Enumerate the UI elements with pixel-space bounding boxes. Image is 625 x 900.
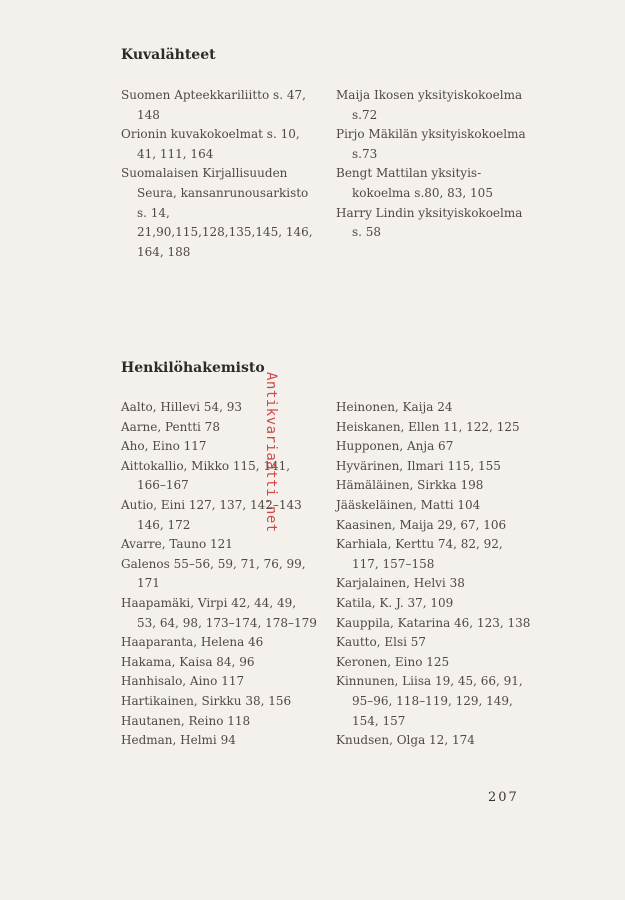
index-entry: Aittokallio, Mikko 115, 141, 166–167: [121, 458, 291, 493]
index-entry: Kaasinen, Maija 29, 67, 106: [336, 517, 507, 532]
index-entry: Karhiala, Kerttu 74, 82, 92, 117, 157–158: [336, 537, 503, 571]
index-entry: Hupponen, Anja 67: [336, 439, 454, 454]
index-entry: Hanhisalo, Aino 117: [121, 674, 245, 689]
index-entry: Hedman, Helmi 94: [121, 733, 236, 748]
source-entry: Pirjo Mäkilän yksityiskokoelma s.73: [336, 127, 526, 161]
index-heading: Henkilöhakemisto: [121, 360, 265, 376]
index-entry: Heiskanen, Ellen 11, 122, 125: [336, 419, 520, 434]
index-entry: Aho, Eino 117: [121, 439, 207, 454]
index-entry: Haaparanta, Helena 46: [121, 635, 264, 650]
source-entry: Maija Ikosen yksityiskokoelma s.72: [336, 88, 523, 122]
watermark-stamp: Antikvariaatti.net: [263, 372, 279, 533]
index-entry: Jääskeläinen, Matti 104: [336, 497, 481, 512]
page-number: 207: [488, 790, 519, 805]
index-entry: Hautanen, Reino 118: [121, 713, 251, 728]
index-entry: Avarre, Tauno 121: [121, 537, 233, 552]
index-entry: Haapamäki, Virpi 42, 44, 49, 53, 64, 98, 173–174, 178–179: [121, 595, 317, 630]
index-entry: Hämäläinen, Sirkka 198: [336, 478, 484, 493]
index-list-left: [121, 398, 317, 751]
sources-list-right: [336, 86, 536, 243]
index-entry: Kauppila, Katarina 46, 123, 138: [336, 615, 531, 630]
index-entry: Kinnunen, Liisa 19, 45, 66, 91, 95–96, 118–119, 129, 149, 154, 157: [336, 674, 523, 728]
source-entry: Bengt Mattilan yksityis-kokoelma s.80, 83, 105: [336, 166, 493, 200]
index-entry: Heinonen, Kaija 24: [336, 400, 453, 414]
index-entry: Autio, Eini 127, 137, 142–143 146, 172: [121, 497, 302, 532]
index-entry: Keronen, Eino 125: [336, 654, 450, 669]
source-entry: Suomalaisen Kirjallisuuden Seura, kansanrunousarkisto s. 14, 21,90,115,128,135,145, 146, 164, 188: [121, 166, 313, 259]
sources-heading: Kuvalähteet: [121, 47, 216, 63]
index-entry: Karjalainen, Helvi 38: [336, 576, 465, 591]
index-entry: Aalto, Hillevi 54, 93: [121, 400, 243, 414]
index-entry: Hyvärinen, Ilmari 115, 155: [336, 458, 501, 473]
source-entry: Orionin kuvakokoelmat s. 10, 41, 111, 164: [121, 127, 300, 161]
index-entry: Galenos 55–56, 59, 71, 76, 99, 171: [121, 556, 306, 591]
index-entry: Knudsen, Olga 12, 174: [336, 733, 475, 748]
source-entry: Suomen Apteekkariliitto s. 47, 148: [121, 88, 306, 122]
source-entry: Harry Lindin yksityiskokoelma s. 58: [336, 205, 523, 240]
index-entry: Aarne, Pentti 78: [121, 419, 220, 434]
index-entry: Katila, K. J. 37, 109: [336, 595, 454, 610]
index-entry: Hakama, Kaisa 84, 96: [121, 654, 255, 669]
index-entry: Hartikainen, Sirkku 38, 156: [121, 693, 292, 708]
index-entry: Kautto, Elsi 57: [336, 635, 427, 650]
index-list-right: [336, 398, 532, 751]
sources-list-left: [121, 86, 313, 262]
